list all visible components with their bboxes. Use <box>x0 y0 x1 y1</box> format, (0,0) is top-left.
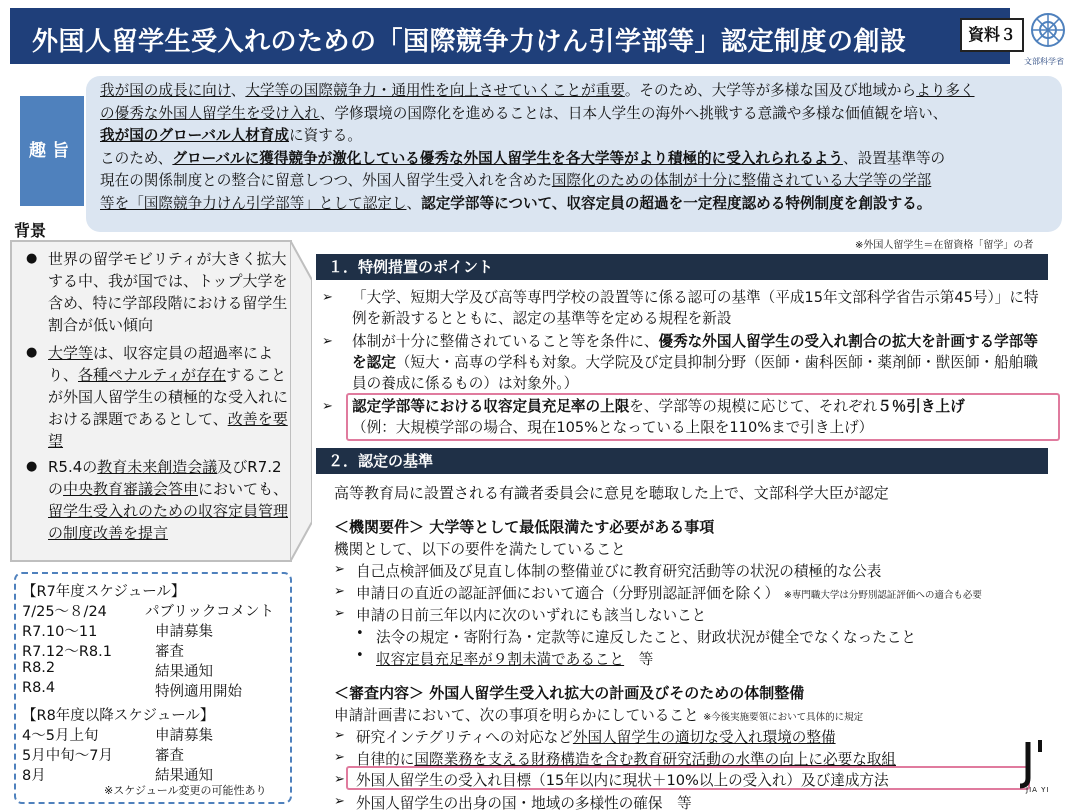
background-heading: 背景 <box>14 221 47 240</box>
schedule-event: パブリックコメント <box>145 604 275 620</box>
purpose-text-span: の優秀な外国人留学生を受け入れ <box>100 104 320 122</box>
background-item-text: 中央教育審議会答申 <box>63 480 199 498</box>
arrow-icon: ➢ <box>322 290 333 305</box>
requirement-1: 自己点検評価及び見直し体制の整備並びに教育研究活動等の状況の積極的な公表 <box>356 563 882 580</box>
background-item-text: においても、 <box>198 480 289 498</box>
schedule-event: 特例適用開始 <box>155 684 242 700</box>
review-content-heading: ＜審査内容＞ 外国人留学生受入れ拡大の計画及びそのための体制整備 <box>334 684 805 702</box>
arrow-icon: ➢ <box>322 334 333 349</box>
review-content-intro <box>334 704 863 725</box>
review-item-2-text: 自律的に <box>356 751 415 768</box>
background-item-text: することが外国人留学生の積極的な受入れにおける課題であるとして、 <box>48 366 289 428</box>
arrow-icon: ➢ <box>334 772 345 787</box>
bullet-icon: • <box>356 648 364 663</box>
background-item-text: R5.4の <box>48 458 98 476</box>
schedule-date: 8月 <box>22 768 46 784</box>
requirement-2-text: 申請日の直近の認証評価において適合（分野別認証評価を除く） <box>356 585 780 602</box>
arrow-icon: ➢ <box>334 750 345 765</box>
background-item-text: 世界の留学モビリティが大きく拡大する中、我が国では、トップ大学を含め、特に学部段階における留学生割合が低い傾向 <box>48 250 288 334</box>
background-box <box>10 240 292 562</box>
purpose-text-span: 等を「国際競争力けん引学部等」として認定し <box>100 194 407 212</box>
point-2-span: （短大・高専の学科も対象。大学院及び定員抑制分野（医師・歯科医師・薬剤師・獣医師・船舶職員の養成に係るもの）は対象外。） <box>352 354 1038 392</box>
schedule-date: 5月中旬～7月 <box>22 748 113 764</box>
page-title: 外国人留学生受入れのための「国際競争力けん引学部等」認定制度の創設 <box>32 27 907 57</box>
background-item-text: 各種ペナルティが存在 <box>78 366 227 384</box>
point-3-text <box>352 396 1052 417</box>
purpose-text-span: 我が国の成長に向け <box>100 82 231 99</box>
schedule-date: 7/25～８/24 <box>22 604 107 620</box>
background-item <box>26 342 296 452</box>
arrow-icon: ➢ <box>334 584 345 599</box>
background-arrow-icon <box>290 240 312 562</box>
definition-note: ※外国人留学生＝在留資格「留学」の者 <box>855 240 1034 251</box>
schedule-event: 申請募集 <box>155 728 213 744</box>
review-item-2-text: 国際業務を支える財務構造を含む教育研究活動の水準の向上に必要な取組 <box>414 751 896 768</box>
purpose-text-span: 、設置基準等の <box>842 149 946 167</box>
title-bar <box>10 8 1010 64</box>
point-2-span: 優秀な外国人留学生の受入れ割合の拡大を計画する学部等を認定 <box>352 333 1038 371</box>
purpose-text-span: 大学等の国際競争力・通用性を向上させていくことが重要 <box>245 82 625 99</box>
point-2-text <box>352 331 1052 394</box>
background-item <box>26 248 296 336</box>
background-item <box>26 456 296 544</box>
bullet-icon: ● <box>26 459 38 474</box>
requirement-3: 申請の日前三年以内に次のいずれにも該当しないこと <box>356 607 707 624</box>
review-item-3: 外国人留学生の受入れ目標（15年以内に現状＋10%以上の受入れ）及び達成方法 <box>356 772 889 789</box>
review-intro-note: ※今後実施要領において具体的に規定 <box>703 712 864 723</box>
schedule-date: 4～5月上旬 <box>22 728 99 744</box>
point-3-span: 認定学部等における収容定員充足率の上限 <box>352 398 630 415</box>
purpose-text-span: 。そのため、大学等が多様な国及び地域から <box>624 82 917 99</box>
arrow-icon: ➢ <box>334 794 345 809</box>
background-item-text: 留学生受入れのための収容定員管理の制度改善を提言 <box>48 502 289 542</box>
point-3-span: ５％引き上げ <box>877 398 965 415</box>
schedule-date: R8.2 <box>22 660 56 676</box>
schedule-heading: 【R8年度以降スケジュール】 <box>22 708 215 724</box>
bullet-icon: ● <box>26 345 38 360</box>
arrow-icon: ➢ <box>334 606 345 621</box>
schedule-date: R7.10～11 <box>22 624 98 640</box>
institution-requirements-intro: 機関として、以下の要件を満たしていること <box>334 541 626 558</box>
logo-caption: 文部科学省 <box>1024 57 1064 66</box>
purpose-text-span: 我が国のグローバル人材育成 <box>100 127 289 144</box>
section-2-title: ２．認定の基準 <box>316 448 1048 474</box>
background-item-text: 教育未来創造会議 <box>97 458 218 476</box>
review-item-1 <box>356 726 836 747</box>
background-item-text: 改善を要望 <box>48 410 288 450</box>
institution-requirements-heading: ＜機関要件＞ 大学等として最低限満たす必要がある事項 <box>334 518 715 536</box>
schedule-event: 結果通知 <box>155 664 213 680</box>
purpose-text-span: 国際化のための体制が十分に整備されている大学等の学部 <box>551 172 932 189</box>
purpose-label: 趣旨 <box>20 96 84 206</box>
schedule-note: ※スケジュール変更の可能性あり <box>104 784 267 797</box>
review-item-1-text: 外国人留学生の適切な受入れ環境の整備 <box>572 729 836 746</box>
bullet-icon: • <box>356 626 364 641</box>
arrow-icon: ➢ <box>322 399 333 414</box>
schedule-date: R7.12～R8.1 <box>22 644 112 660</box>
purpose-text-span: 現在の関係制度との整合に留意しつつ、外国人留学生受入れを含めた <box>100 172 552 189</box>
schedule-heading: 【R7年度スケジュール】 <box>22 584 186 600</box>
schedule-event: 結果通知 <box>155 768 213 784</box>
requirement-2-note: ※専門職大学は分野別認証評価への適合も必要 <box>783 590 982 601</box>
review-intro-text: 申請計画書において、次の事項を明らかにしていること <box>334 707 699 724</box>
purpose-text-span: 、 <box>406 194 422 212</box>
section-1-title: １．特例措置のポイント <box>316 254 1048 280</box>
background-item-text: 及びR7.2の <box>48 458 282 498</box>
review-item-1-text: 研究インテグリティへの対応など <box>356 729 573 746</box>
point-2-span: 体制が十分に整備されていること等を条件に、 <box>352 333 659 350</box>
requirement-3b-text: 収容定員充足率が９割未満であること <box>376 651 625 668</box>
point-3-span: を、学部等の規模に応じて、それぞれ <box>629 398 878 415</box>
section-2-intro: 高等教育局に設置される有識者委員会に意見を聴取した上で、文部科学大臣が認定 <box>334 484 889 502</box>
schedule-event: 審査 <box>155 644 184 660</box>
purpose-text-span: 、学修環境の国際化を進めることは、日本人学生の海外へ挑戦する意識や多様な価値観を培い、 <box>319 104 948 122</box>
bullet-icon: ● <box>26 251 38 266</box>
purpose-text <box>100 80 1060 215</box>
point-1-text: 「大学、短期大学及び高等専門学校の設置等に係る認可の基準（平成15年文部科学省告示第45号）」に特例を新設するとともに、認定の基準等を定める規程を新設 <box>352 289 1039 327</box>
purpose-text-span: グローバルに獲得競争が激化している優秀な外国人留学生を各大学等がより積極的に受入れられるよう <box>172 149 843 167</box>
requirement-3b <box>376 648 653 669</box>
watermark-text: JIA YI <box>1026 786 1050 794</box>
arrow-icon: ➢ <box>334 728 345 743</box>
background-item-text: は、収容定員の超過率により、 <box>48 344 274 384</box>
purpose-text-span: に資する。 <box>289 127 362 144</box>
schedule-event: 申請募集 <box>155 624 213 640</box>
requirement-3a: 法令の規定・寄附行為・定款等に違反したこと、財政状況が健全でなくなったこと <box>376 629 916 646</box>
arrow-icon: ➢ <box>334 562 345 577</box>
ministry-logo-icon <box>1030 12 1066 48</box>
purpose-text-span: 認定学部等について、収容定員の超過を一定程度認める特例制度を創設する。 <box>421 194 932 212</box>
review-item-4: 外国人留学生の出身の国・地域の多様性の確保 等 <box>356 795 692 810</box>
purpose-text-span: より多く <box>916 82 975 99</box>
document-badge: 資料３ <box>960 18 1024 52</box>
schedule-event: 審査 <box>155 748 184 764</box>
requirement-3b-text: 等 <box>624 651 654 668</box>
purpose-text-span: 、 <box>230 82 246 99</box>
schedule-date: R8.4 <box>22 680 56 696</box>
purpose-text-span: このため、 <box>100 149 173 167</box>
point-3-example: （例：大規模学部の場合、現在105%となっている上限を110%まで引き上げ） <box>352 419 874 436</box>
background-item-text: 大学等 <box>48 344 94 362</box>
requirement-2 <box>356 582 982 603</box>
